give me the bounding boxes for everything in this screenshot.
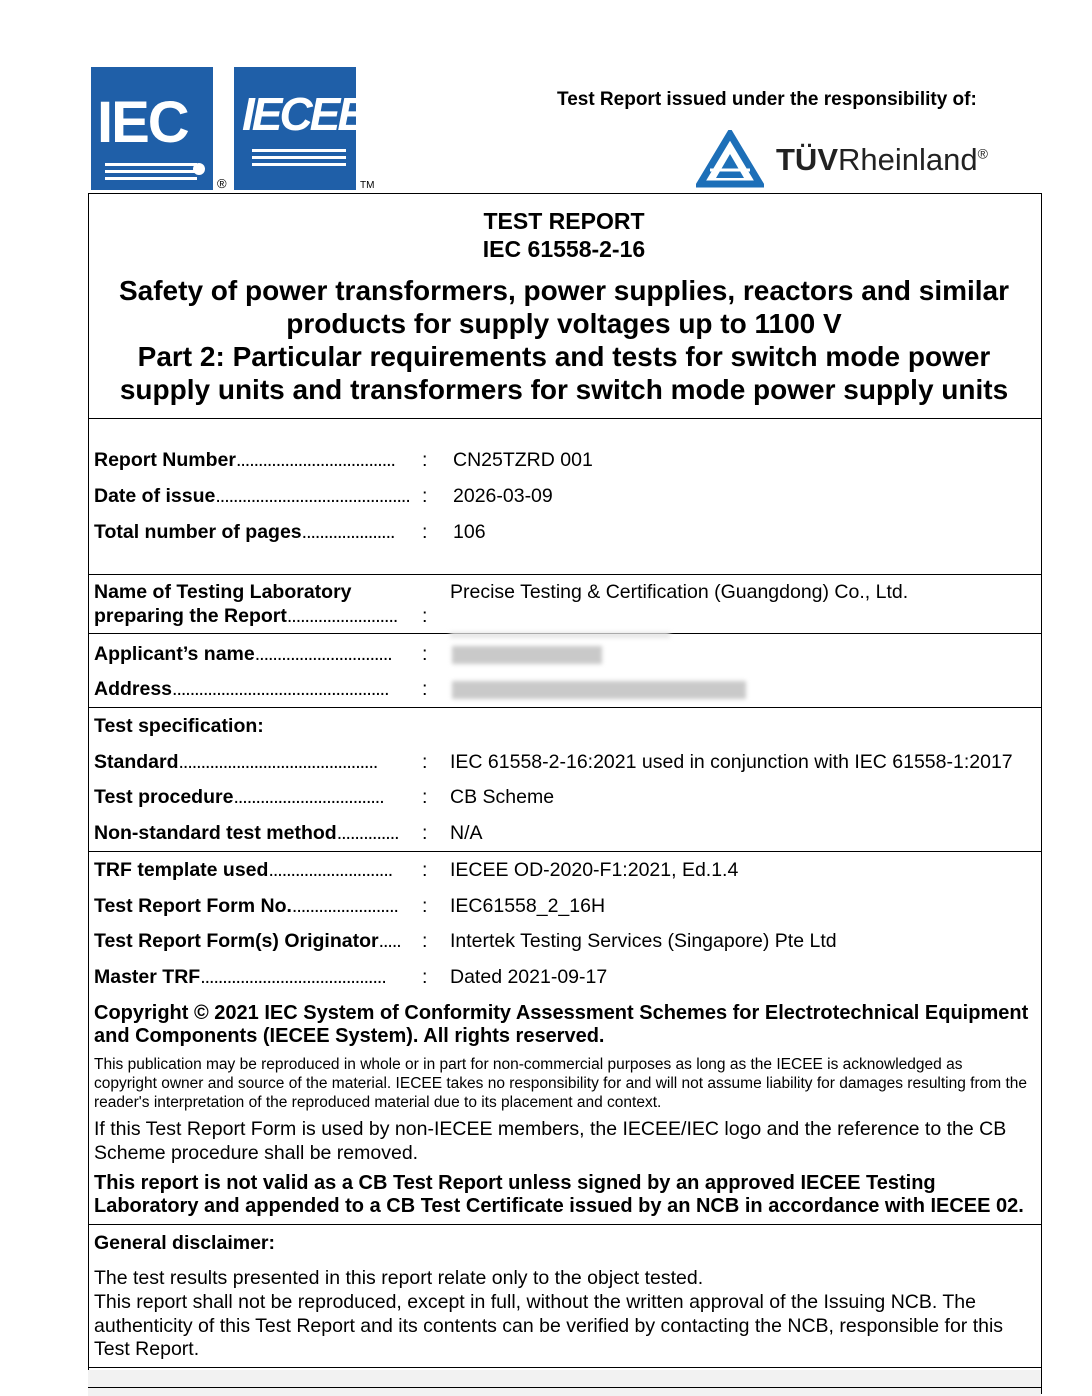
lab-label-line-2: preparing the Report.........................: [94, 605, 398, 627]
responsibility-text: Test Report issued under the responsibility of:: [557, 89, 977, 110]
tuv-brand-rest: Rheinland: [838, 142, 978, 177]
lab-value: Precise Testing & Certification (Guangdong) Co., Ltd.: [450, 581, 909, 603]
subtitle-line-3: Part 2: Particular requirements and tests for switch mode power: [137, 341, 991, 372]
test-spec-heading: Test specification:: [94, 715, 264, 737]
redacted-address: [452, 681, 746, 699]
bottom-shaded-row: [88, 1370, 1041, 1396]
subtitle-line-1: Safety of power transformers, power supplies, reactors and similar: [118, 275, 1010, 306]
standard-label: Standard.............................................: [94, 751, 378, 773]
subtitle-line-4: supply units and transformers for switch mode power supply units: [119, 374, 1009, 405]
date-of-issue-label: Date of issue............................................: [94, 485, 410, 507]
applicant-name-label: Applicant’s name...............................: [94, 643, 392, 665]
standard-title: IEC 61558-2-16: [482, 236, 646, 262]
master-trf-label: Master TRF..........................................: [94, 966, 386, 988]
iec-logo: [91, 67, 213, 190]
trademark-mark: TM: [360, 180, 375, 191]
non-standard-method-value: N/A: [450, 822, 483, 844]
address-label: Address.................................................: [94, 678, 389, 700]
total-pages-value: 106: [453, 521, 486, 543]
date-of-issue-value: 2026-03-09: [453, 485, 553, 507]
tuv-rheinland-logo: [776, 142, 988, 178]
total-pages-label: Total number of pages.....................: [94, 521, 395, 543]
trf-form-no-label: Test Report Form No.........................: [94, 895, 398, 917]
trf-template-value: IECEE OD-2020-F1:2021, Ed.1.4: [450, 859, 739, 881]
redacted-applicant-name: [452, 646, 602, 664]
report-title: TEST REPORT: [483, 208, 645, 234]
lab-label-line-1: Name of Testing Laboratory: [94, 581, 352, 603]
tuv-mark: ®: [977, 145, 988, 162]
master-trf-value: Dated 2021-09-17: [450, 966, 608, 988]
test-procedure-value: CB Scheme: [450, 786, 555, 808]
iecee-logo: [234, 67, 366, 190]
trf-template-label: TRF template used............................: [94, 859, 393, 881]
iec-logo-text: IEC: [97, 90, 188, 155]
usage-text: If this Test Report Form is used by non-IECEE members, the IECEE/IEC logo and the reference to the CB Scheme procedure shall be removed.: [94, 1118, 1007, 1164]
validity-text: This report is not valid as a CB Test Report unless signed by an approved IECEE Testing Laboratory and appended to a CB Test Certificate issued by an NCB in accordance with IECEE 02.: [94, 1172, 1024, 1217]
trf-originator-value: Intertek Testing Services (Singapore) Pte Ltd: [450, 930, 837, 952]
subtitle-line-2: products for supply voltages up to 1100 V: [286, 308, 842, 339]
trf-form-no-value: IEC61558_2_16H: [450, 895, 606, 917]
tuv-brand-bold: TÜV: [776, 142, 838, 177]
registered-mark: ®: [217, 176, 227, 191]
iecee-logo-text: IECEE: [242, 88, 366, 140]
test-procedure-label: Test procedure..................................: [94, 786, 384, 808]
non-standard-method-label: Non-standard test method..............: [94, 822, 399, 844]
disclaimer-heading: General disclaimer:: [94, 1232, 276, 1254]
report-number-label: Report Number....................................: [94, 449, 395, 471]
copyright-heading: Copyright © 2021 IEC System of Conformity Assessment Schemes for Electrotechnical Equipment and Components (IECEE System). All rights reserved.: [94, 1002, 1029, 1047]
trf-originator-label: Test Report Form(s) Originator.....: [94, 930, 401, 952]
redacted-blur: [450, 632, 670, 638]
tuv-triangle-icon: [696, 130, 764, 188]
copyright-small-text: This publication may be reproduced in whole or in part for non-commercial purposes as long as the IECEE is acknowledged as copyright owner and source of the material. IECEE takes no responsibility for and will not assume liability for damages resulting from the reader's interpretation of the reproduced material due to its placement and context.: [94, 1056, 1028, 1111]
disclaimer-line-1: The test results presented in this report relate only to the object tested.: [94, 1267, 704, 1289]
disclaimer-line-2: This report shall not be reproduced, except in full, without the written approval of the Issuing NCB. The authenticity of this Test Report and its contents can be verified by contacting the NCB, responsible for this Test Report.: [94, 1291, 1004, 1360]
report-number-value: CN25TZRD 001: [453, 449, 593, 471]
standard-value: IEC 61558-2-16:2021 used in conjunction with IEC 61558-1:2017: [450, 751, 1013, 773]
